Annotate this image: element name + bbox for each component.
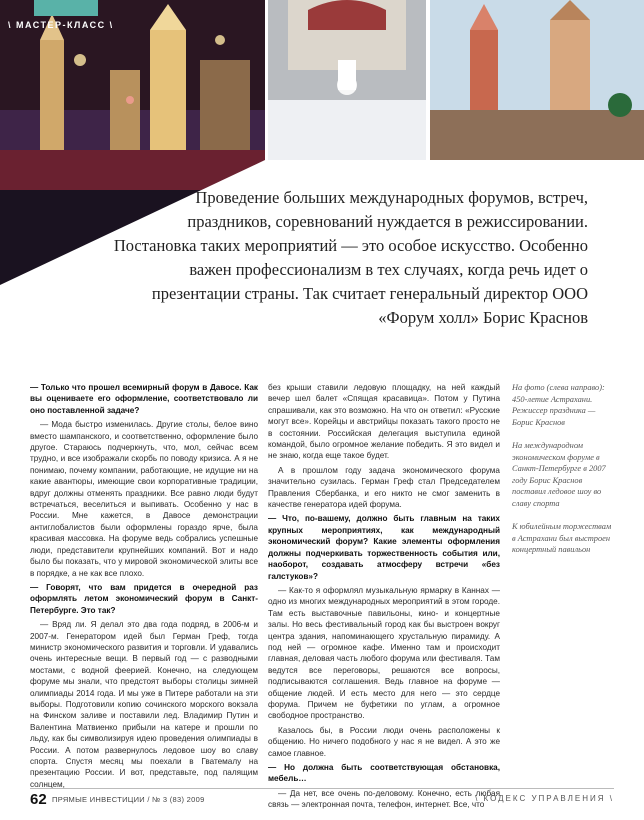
photo-concert-pavilion — [430, 0, 644, 160]
section-tag-tab — [34, 0, 98, 16]
photo-caption: На международном экономическом форуме в Санкт-Петербурге в 2007 году Борис Краснов поставил ледовое шоу во славу спорта — [512, 441, 606, 508]
photo-captions — [512, 382, 614, 568]
interview-paragraph: — Мода быстро изменилась. Другие столы, белое вино вместо шампанского, и соответственно, оформление было другое. Стараюсь подчеркнуть, что, мол, сейчас всем трудно, и все изображали скорбь по поводу кризиса. А я не понимаю, почему компании, работающие, не идущие ни на какие авантюры, имеющие свои корпоративные традиции, вдруг должны отменять праздники. Все равно люди будут встречаться, веселиться и выпивать. Особенно у нас в России. Мне кажется, в Давосе демонстрации антиглобалистов были оформлены гораздо ярче, была красивая массовка. На форуме ведь собрались успешные люди, представители крупнейших компаний. Вот и надо было бы показать, что у мировой экономической элиты все в порядке, а не как все плохо. — [30, 420, 258, 578]
interview-paragraph: Казалось бы, в России люди очень расположены к общению. Но ничего подобного у нас я не видел. А это же самое главное. — [268, 725, 500, 758]
photo-caption: К юбилейным торжествам в Астрахани был выстроен концертный павильон — [512, 522, 612, 554]
page-footer — [30, 788, 614, 809]
photo-caption: На фото (слева направо): 450-летие Астрахани. Режиссер праздника — Борис Краснов — [512, 383, 605, 427]
interview-paragraph: А в прошлом году задача экономического форума значительно сузилась. Герман Греф стал Председателем Правления Сбербанка, и его никто не смог заменить в качестве генератора идей форума. — [268, 465, 500, 510]
interview-question: — Только что прошел всемирный форум в Давосе. Как вы оцениваете его оформление, соответствовало ли оно поставленной задаче? — [30, 383, 258, 415]
interview-question: — Говорят, что вам придется в очередной раз оформлять летом экономический форум в Санкт-Петербурге. Это так? — [30, 582, 258, 615]
interview-paragraph: без крыши ставили ледовую площадку, на ней каждый вечер шел балет «Спящая красавица». Потом у Путина спрашивали, как это возможно. На что он ответил: «Русские могут все». Корейцы и австрийцы показать такого просто не в состоянии. Российская делегация выступила единой командой, было огромное желание победить. Я это видел и не знаю, когда еще такое будет. — [268, 383, 500, 461]
column-1 — [30, 382, 258, 793]
section-tag: \ МАСТЕР-КЛАСС \ — [8, 20, 114, 30]
journal-issue: ПРЯМЫЕ ИНВЕСТИЦИИ / № 3 (83) 2009 — [52, 795, 205, 804]
column-2 — [268, 382, 500, 814]
photo-pavilion-art — [430, 0, 644, 160]
interview-paragraph: — Да нет, все очень по-деловому. Конечно, есть любая связь — электронная почта, телефон, интернет. Все, что — [268, 788, 500, 810]
lead-paragraph: Проведение больших международных форумов, встреч, праздников, соревнований нуждается в режиссировании. Постановка таких мероприятий — это особое искусство. Особенно важен профессионализм в тех случаях, когда речь идет о презентации страны. Так считает генеральный директор ООО «Форум холл» Борис Краснов — [113, 188, 588, 327]
interview-paragraph: — Как-то я оформлял музыкальную ярмарку в Каннах — одно из многих международных мероприятий в этом городе. Там есть выставочные павильоны, кино- и концертные залы. Но весь фестивальный город как бы выстроен вокруг центра здания, напоминающего хрустальную пирамиду. А под ней — огромное кафе. Именно там и происходит главная, деловая часть любого форума или фестиваля. Там ведутся все переговоры, решаются все вопросы, подписываются соглашения. Ведь главное на форуме — общение людей. И есть место для него — это сердце форума. Причем не буфетики по углам, а огромное свободное пространство. — [268, 585, 500, 721]
photo-ice-show — [268, 0, 426, 160]
photo-ice-show-art — [268, 0, 426, 160]
rubric-label: \ КОДЕКС УПРАВЛЕНИЯ \ — [475, 794, 614, 803]
page-number: 62 — [30, 791, 47, 808]
interview-paragraph: — Вряд ли. Я делал это два года подряд, в 2006-м и 2007-м. Генератором идей был Герман Греф, тогда министр экономического развития и торговли. И удавались очень интересные вещи. В первый год — с разводными мостами, с водной феерией. Конечно, на следующем форуме мы знали, что предстоят выборы столицы зимней олимпиады 2014 года. И мы уже в Питере работали на эти выборы. Подготовили копию сочинского морского вокзала на Финском заливе и поставили лед. Владимир Путин и Валентина Матвиенко прибыли на катере и прошли по льду, как бы символизируя идею проведения олимпиады в России. А потом развернулось ледовое шоу во славу спорта. Спустя месяц мы поехали в Гватемалу на презентацию России. И вот, представьте, под палящим солнцем, — [30, 620, 258, 789]
interview-question: — Что, по-вашему, должно быть главным на таких крупных мероприятиях, как международный экономический форум? Какие элементы оформления должны подчеркивать торжественность события или, наоборот, создавать атмосферу встречи «без галстуков»? — [268, 514, 500, 581]
interview-question: — Но должна быть соответствующая обстановка, мебель… — [268, 763, 500, 784]
